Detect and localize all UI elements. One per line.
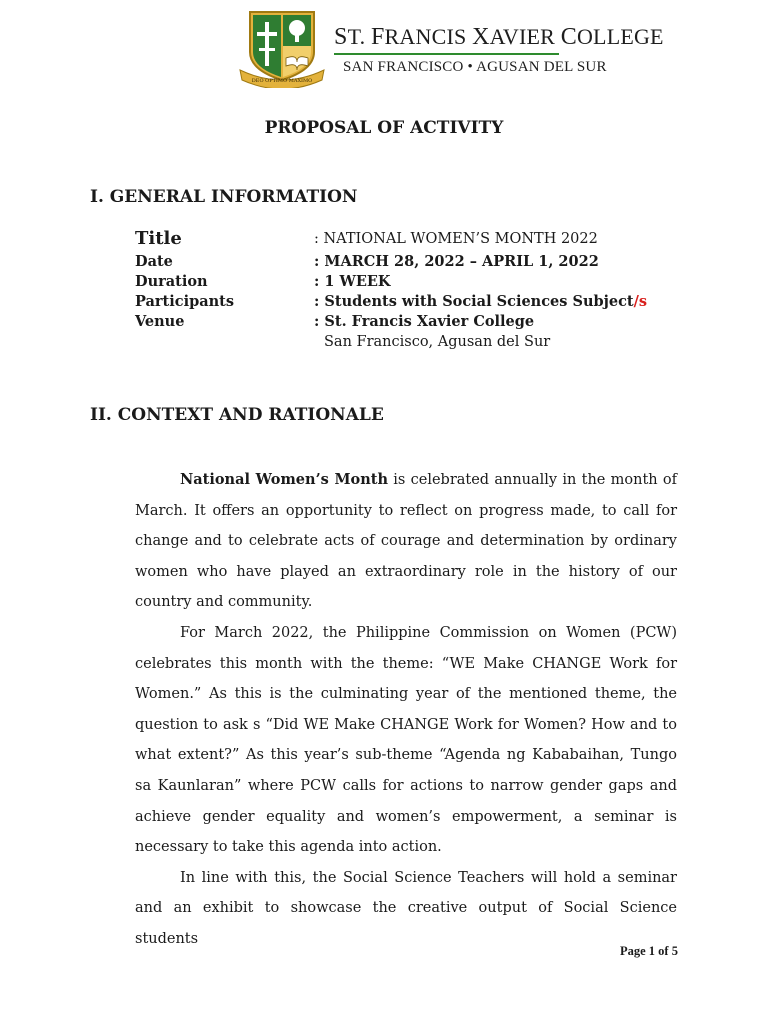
- paragraph-1: [135, 465, 677, 618]
- college-name-initial: F: [370, 24, 385, 50]
- college-name-part: OLLEGE: [576, 24, 664, 49]
- college-name-initial: S: [334, 24, 348, 50]
- info-value-title: : NATIONAL WOMEN’S MONTH 2022: [314, 231, 598, 247]
- paragraph-3: In line with this, the Social Science Teachers will hold a seminar and an exhibit to showcase the creative output of Social Science students: [135, 869, 677, 947]
- info-value-venue-line2: San Francisco, Agusan del Sur: [324, 334, 551, 350]
- participants-suffix: /s: [633, 293, 648, 310]
- college-name-part: AVIER: [489, 24, 561, 49]
- info-value-participants: [314, 293, 647, 310]
- info-label-title: Title: [135, 228, 182, 249]
- college-name: [334, 24, 664, 51]
- paragraph-1-bold: National Women’s Month: [180, 471, 388, 488]
- info-value-date: : MARCH 28, 2022 – APRIL 1, 2022: [314, 253, 599, 270]
- college-name-initial: C: [560, 24, 577, 50]
- paragraph-2: For March 2022, the Philippine Commission on Women (PCW) celebrates this month with the theme: “WE Make CHANGE Work for Women.” As this is the culminating year of the mentioned theme, the question to ask s “Did WE Make CHANGE Work for Women? How and to what extent?” As this year’s sub-theme “Agenda ng Kababaihan, Tungo sa Kaunlaran” where PCW calls for actions to narrow gender gaps and achieve gender equality and women’s empowerment, a seminar is necessary to take this agenda into action.: [135, 624, 677, 856]
- participants-text: : Students with Social Sciences Subject: [314, 293, 634, 310]
- info-label-venue: Venue: [135, 313, 185, 330]
- header-rule: [334, 53, 559, 55]
- college-name-part: RANCIS: [384, 24, 473, 49]
- paragraph-1-text: is celebrated annually in the month of March. It offers an opportunity to reflect on progress made, to call for change and to celebrate acts of courage and determination by ordinary women who have played an extraordinary role in the history of our country and community.: [135, 472, 678, 611]
- section-heading-context-rationale: II. CONTEXT AND RATIONALE: [90, 405, 384, 425]
- body-text: [135, 465, 677, 955]
- info-value-duration: : 1 WEEK: [314, 273, 391, 290]
- info-label-date: Date: [135, 253, 173, 270]
- logo-motto: DEO OPTIMO MAXIMO: [251, 78, 313, 84]
- shield-crest: [250, 12, 314, 80]
- page-number: Page 1 of 5: [620, 944, 678, 958]
- info-label-duration: Duration: [135, 273, 208, 290]
- section-heading-general-information: I. GENERAL INFORMATION: [90, 187, 358, 207]
- info-label-participants: Participants: [135, 293, 235, 310]
- college-logo: [236, 8, 328, 88]
- college-name-initial: X: [472, 24, 490, 50]
- document-title: PROPOSAL OF ACTIVITY: [264, 118, 504, 138]
- info-value-venue: : St. Francis Xavier College: [314, 313, 535, 330]
- college-address: SAN FRANCISCO • AGUSAN DEL SUR: [343, 59, 607, 75]
- college-name-part: T.: [347, 24, 371, 49]
